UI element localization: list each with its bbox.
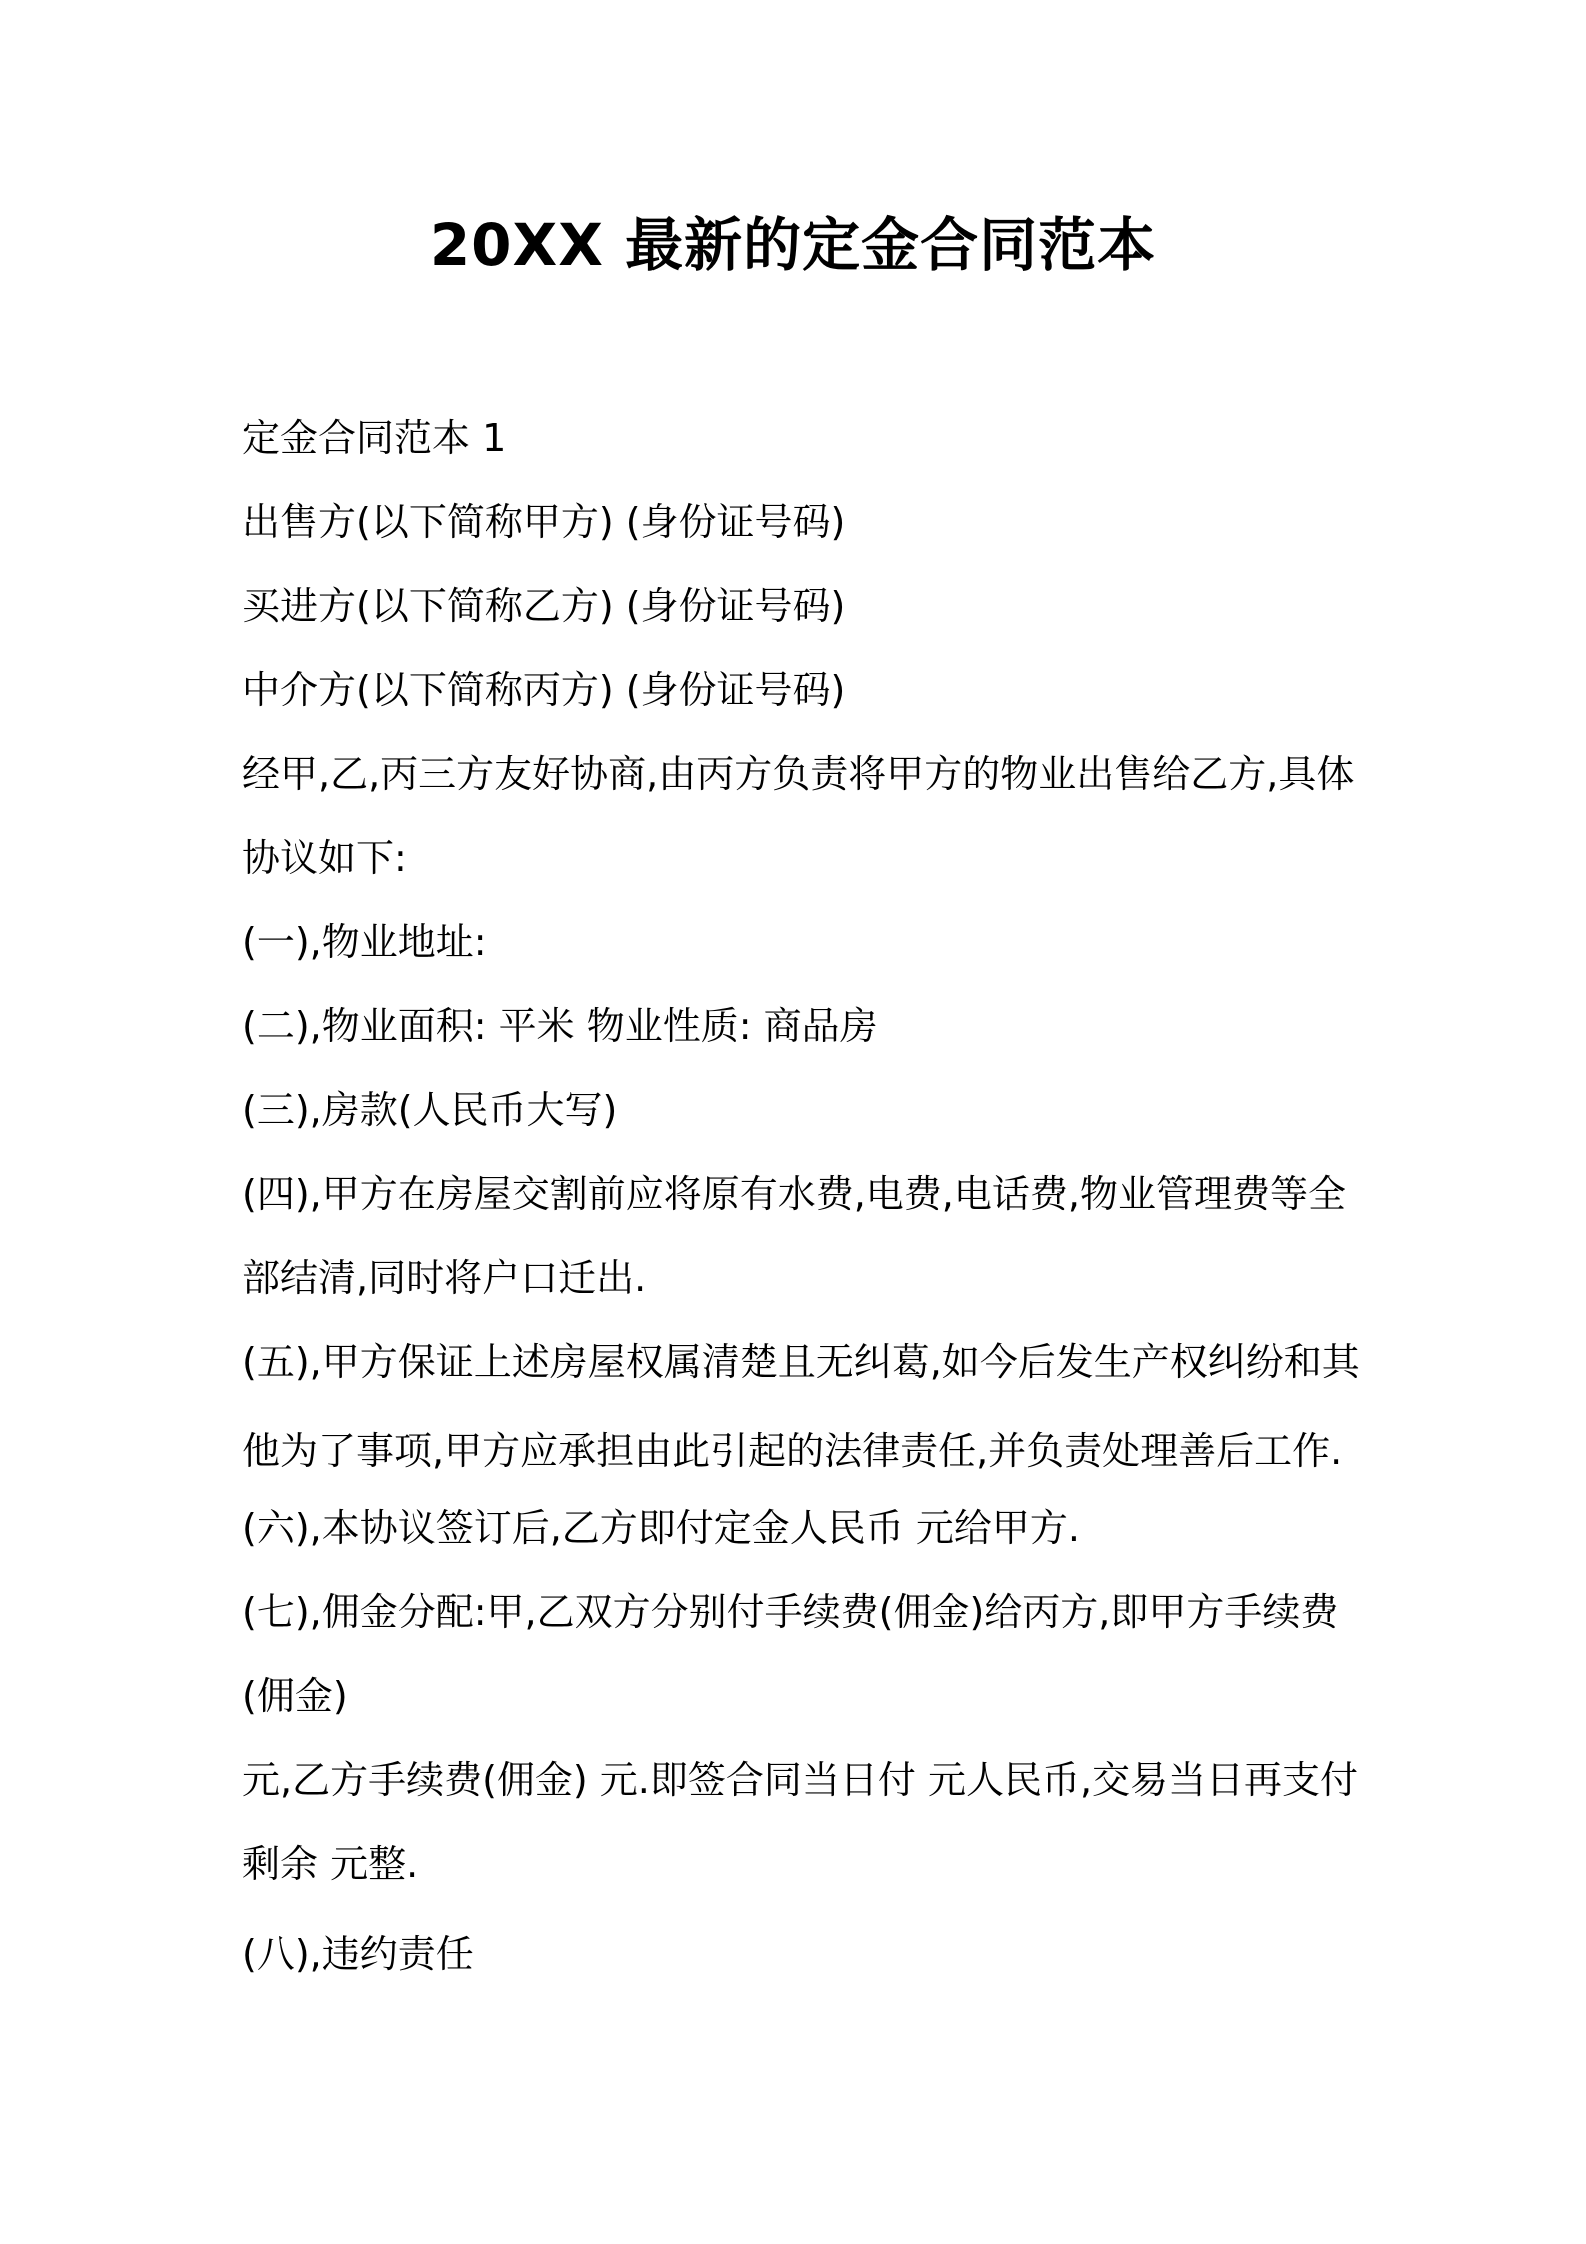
section-heading: 定金合同范本 1	[242, 416, 507, 460]
clause-line: (佣金)	[242, 1674, 348, 1718]
clause-line: (三),房款(人民币大写)	[242, 1088, 618, 1132]
clause-line: 他为了事项,甲方应承担由此引起的法律责任,并负责处理善后工作.	[242, 1429, 1343, 1473]
intro-paragraph-line: 经甲,乙,丙三方友好协商,由丙方负责将甲方的物业出售给乙方,具体	[242, 752, 1355, 796]
clause-line: (二),物业面积: 平米 物业性质: 商品房	[242, 1004, 878, 1048]
document-title: 20XX 最新的定金合同范本	[429, 211, 1157, 279]
clause-line: (五),甲方保证上述房屋权属清楚且无纠葛,如今后发生产权纠纷和其	[242, 1340, 1360, 1384]
clause-line: (四),甲方在房屋交割前应将原有水费,电费,电话费,物业管理费等全	[242, 1172, 1346, 1216]
clause-line: (六),本协议签订后,乙方即付定金人民币 元给甲方.	[242, 1506, 1080, 1550]
clause-line: (八),违约责任	[242, 1932, 474, 1976]
clause-line: (一),物业地址:	[242, 920, 487, 964]
intro-paragraph-line: 协议如下:	[242, 836, 407, 880]
clause-line: (七),佣金分配:甲,乙双方分别付手续费(佣金)给丙方,即甲方手续费	[242, 1590, 1339, 1634]
agent-line: 中介方(以下简称丙方) (身份证号码)	[242, 668, 846, 712]
clause-line: 剩余 元整.	[242, 1842, 419, 1886]
clause-line: 元,乙方手续费(佣金) 元.即签合同当日付 元人民币,交易当日再支付	[242, 1758, 1359, 1802]
buyer-line: 买进方(以下简称乙方) (身份证号码)	[242, 584, 846, 628]
clause-line: 部结清,同时将户口迁出.	[242, 1256, 647, 1300]
seller-line: 出售方(以下简称甲方) (身份证号码)	[242, 500, 846, 544]
